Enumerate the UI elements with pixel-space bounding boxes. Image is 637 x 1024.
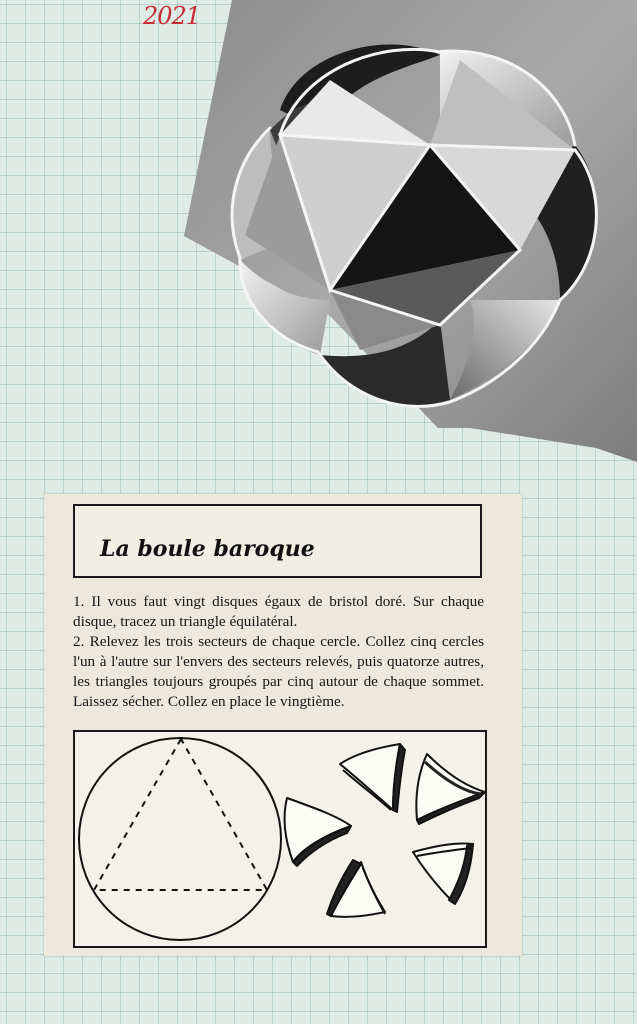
page-number-annotation: 2021	[143, 2, 201, 30]
folded-unit-3	[416, 754, 485, 824]
folded-unit-4	[413, 843, 473, 904]
article-clipping	[44, 494, 522, 956]
folded-unit-2	[340, 744, 405, 812]
dashed-triangle	[94, 739, 267, 890]
ball-photograph	[0, 0, 637, 470]
instruction-step-2: 2. Relevez les trois secteurs de chaque cercle. Collez cinq cercles l'un à l'autre sur l'envers des secteurs relevés, puis quatorze autres, les triangles toujours groupés par cinq autour de chaque sommet. Laissez sécher. Collez en place le vingtième.	[73, 633, 484, 710]
folding-diagram	[75, 732, 485, 946]
folded-unit-1	[285, 798, 351, 866]
instruction-illustration	[73, 730, 487, 948]
instructions	[73, 592, 484, 712]
title-box	[73, 504, 482, 578]
article-title: La boule baroque	[100, 536, 315, 562]
folded-unit-5	[327, 860, 385, 917]
disc-outline	[79, 738, 281, 940]
instruction-step-1: 1. Il vous faut vingt disques égaux de bristol doré. Sur chaque disque, tracez un triangle équilatéral.	[73, 593, 484, 630]
